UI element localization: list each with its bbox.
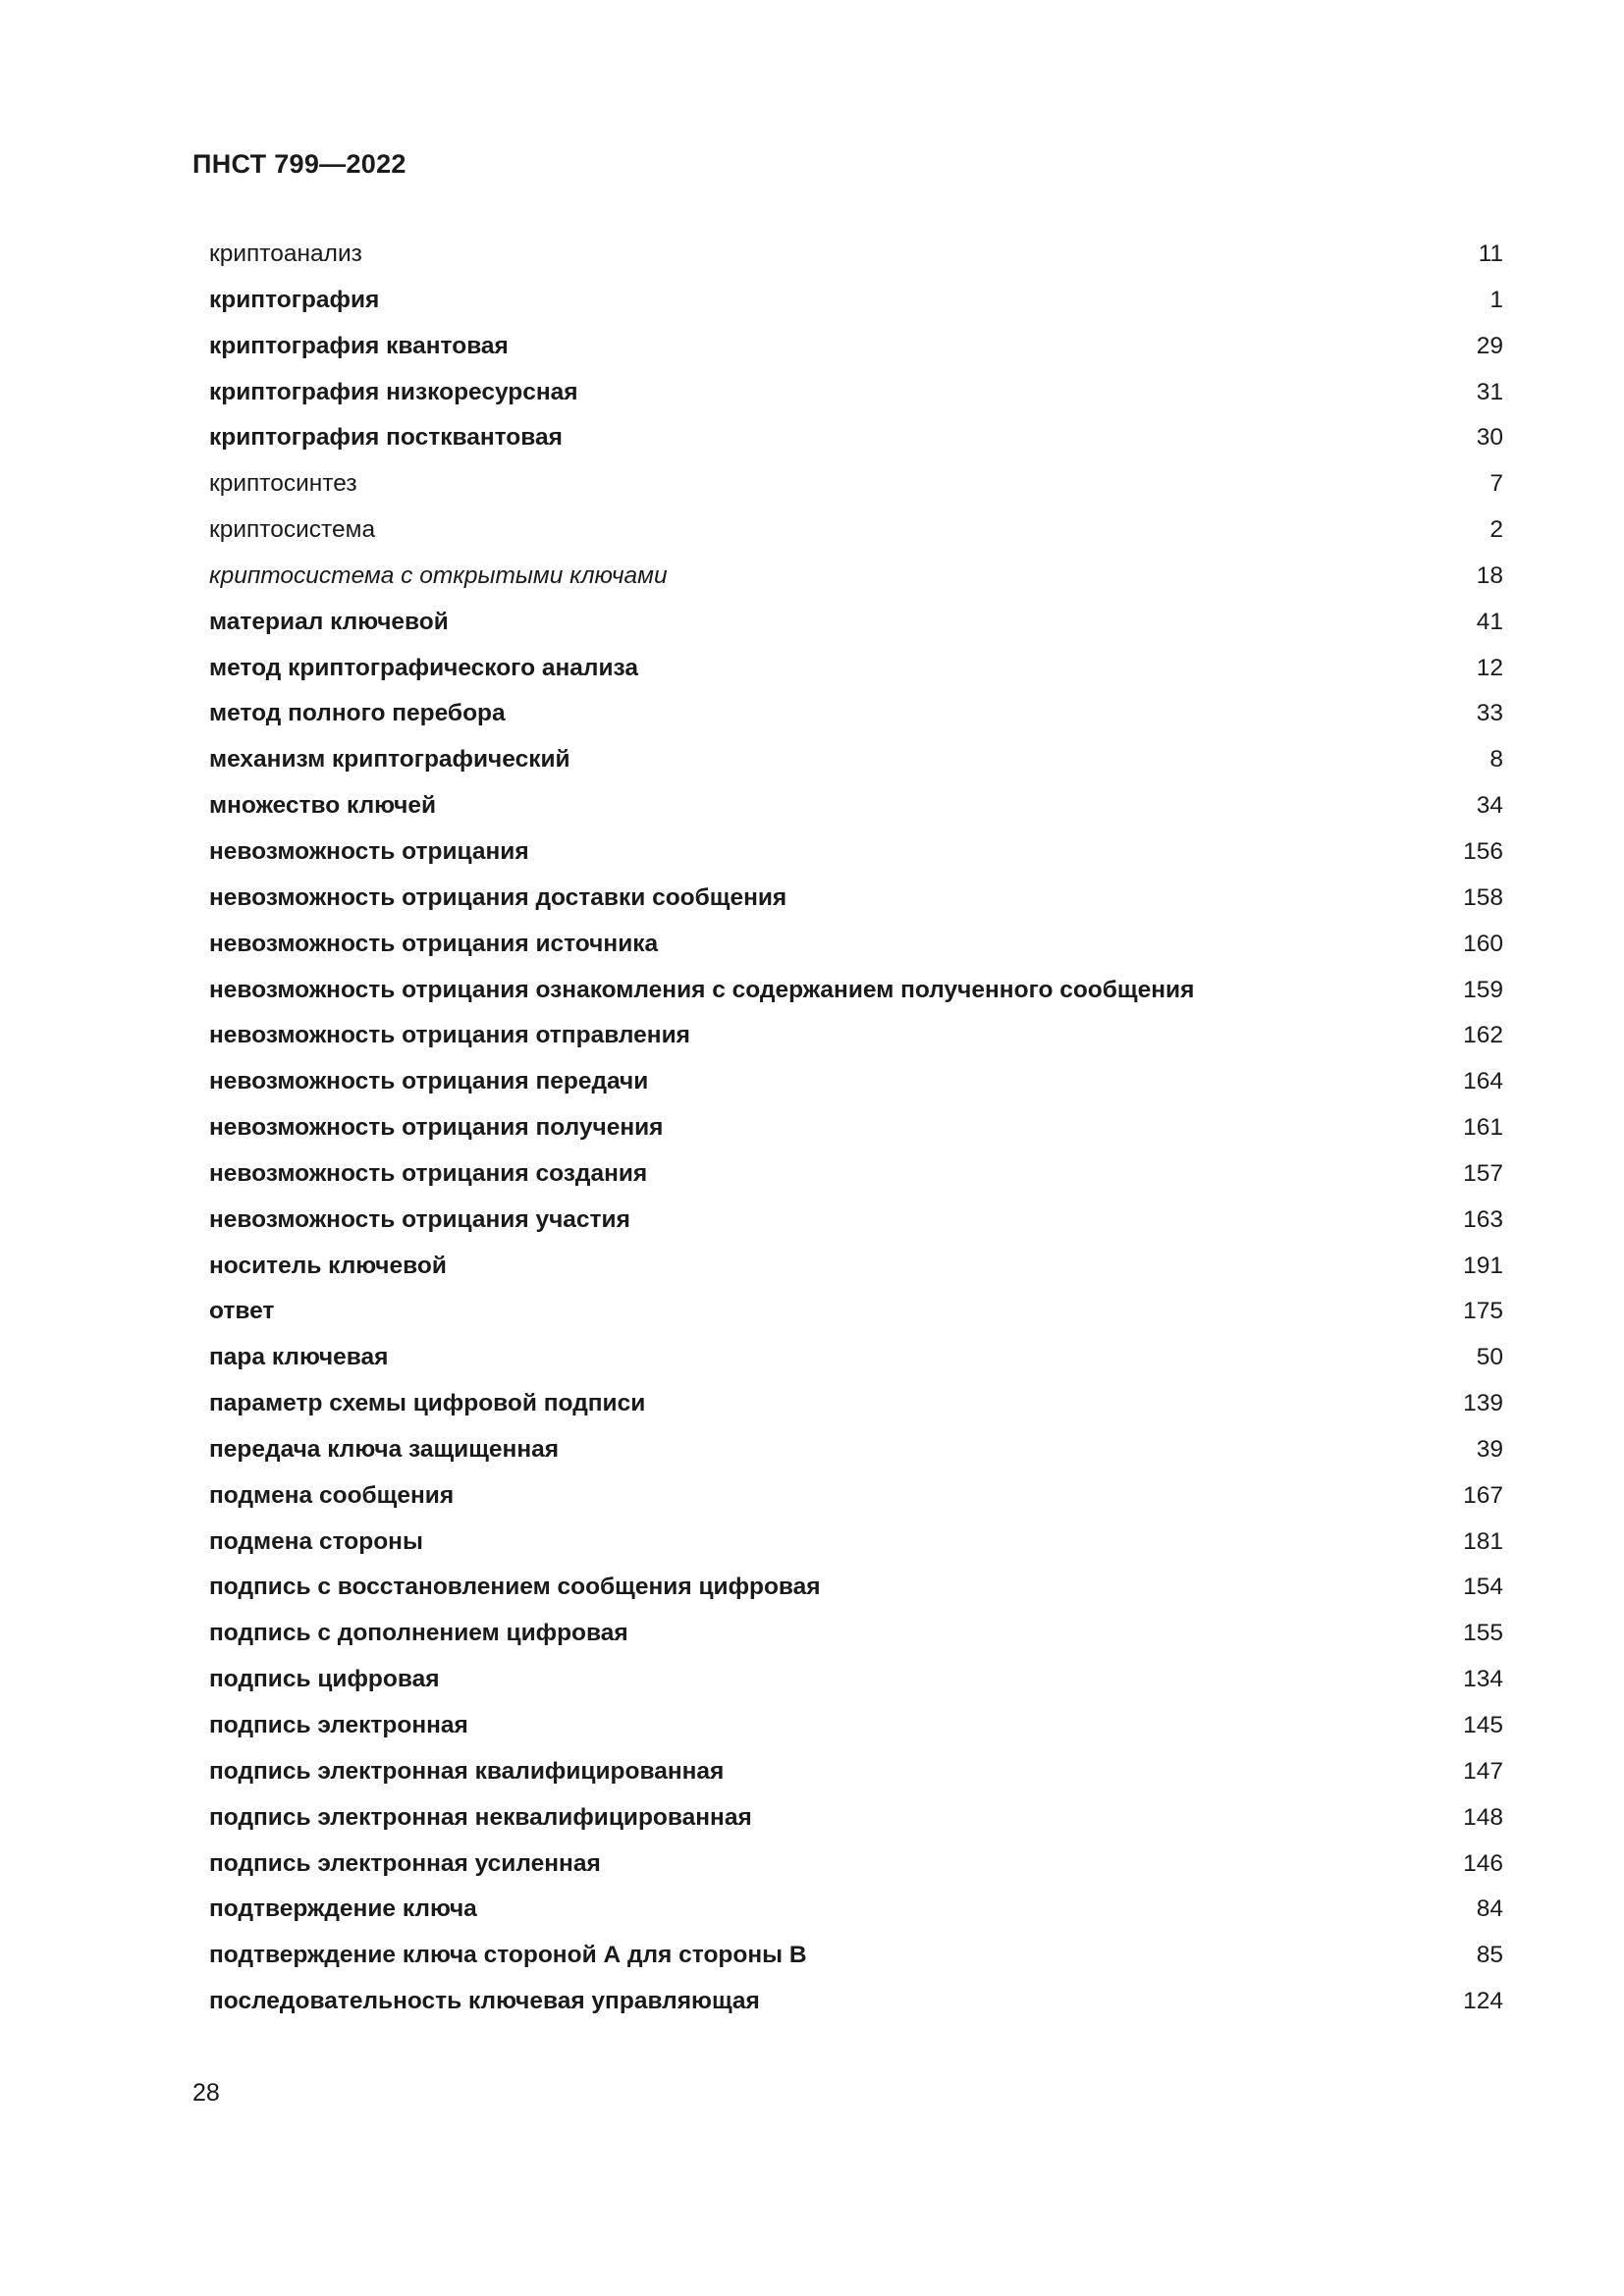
index-page-ref: 11 — [1478, 240, 1503, 267]
index-term: подпись электронная усиленная — [209, 1849, 601, 1877]
index-entry — [209, 1795, 1503, 1842]
index-term: подтверждение ключа — [209, 1896, 477, 1923]
index-entry — [209, 1381, 1503, 1427]
index-entry — [209, 232, 1503, 278]
index-term: невозможность отрицания получения — [209, 1114, 664, 1142]
index-entry — [209, 1979, 1503, 2025]
index-page-ref: 181 — [1463, 1527, 1503, 1555]
index-entry — [209, 1749, 1503, 1795]
index-term: невозможность отрицания доставки сообщения — [209, 883, 787, 911]
index-page-ref: 85 — [1476, 1942, 1503, 1969]
index-page-ref: 159 — [1463, 976, 1503, 1003]
index-term: подтверждение ключа стороной А для стороны В — [209, 1942, 807, 1969]
index-entry — [209, 1289, 1503, 1335]
index-entry — [209, 507, 1503, 554]
index-entry — [209, 415, 1503, 461]
index-page-ref: 50 — [1476, 1344, 1503, 1371]
index-entry — [209, 829, 1503, 876]
index-term: невозможность отрицания участия — [209, 1205, 630, 1233]
index-page-ref: 147 — [1463, 1757, 1503, 1785]
index-entry — [209, 554, 1503, 600]
index-page-ref: 156 — [1463, 837, 1503, 865]
index-page-ref: 134 — [1463, 1666, 1503, 1693]
index-page-ref: 124 — [1463, 1988, 1503, 2015]
index-page-ref: 8 — [1489, 746, 1503, 774]
index-entry — [209, 1842, 1503, 1888]
index-entry — [209, 691, 1503, 737]
index-page-ref: 158 — [1463, 883, 1503, 911]
index-term: криптография квантовая — [209, 332, 509, 359]
index-term: носитель ключевой — [209, 1252, 447, 1279]
index-page-ref: 167 — [1463, 1481, 1503, 1509]
index-term: подпись с дополнением цифровая — [209, 1620, 628, 1647]
index-term: криптография низкоресурсная — [209, 378, 578, 405]
index-term: метод криптографического анализа — [209, 654, 638, 681]
index-entry — [209, 968, 1503, 1014]
index-entry — [209, 1473, 1503, 1520]
index-page-ref: 175 — [1463, 1298, 1503, 1325]
index-term: невозможность отрицания — [209, 837, 529, 865]
index-page-ref: 7 — [1489, 470, 1503, 498]
index-entry — [209, 783, 1503, 829]
index-page-ref: 18 — [1476, 561, 1503, 589]
index-entry — [209, 1657, 1503, 1703]
index-entry — [209, 278, 1503, 324]
index-entry — [209, 876, 1503, 922]
index-entry — [209, 1013, 1503, 1059]
index-term: подпись электронная квалифицированная — [209, 1757, 725, 1785]
page-number: 28 — [192, 2079, 220, 2107]
index-term: криптография — [209, 286, 380, 313]
index-term: материал ключевой — [209, 608, 449, 635]
index-page-ref: 39 — [1476, 1435, 1503, 1463]
index-entry — [209, 1933, 1503, 1979]
index-term: множество ключей — [209, 792, 437, 820]
index-page-ref: 157 — [1463, 1159, 1503, 1187]
index-term: подпись с восстановлением сообщения цифровая — [209, 1574, 821, 1601]
index-term: невозможность отрицания передачи — [209, 1068, 649, 1095]
index-entry — [209, 324, 1503, 370]
index-entry — [209, 600, 1503, 646]
index-page-ref: 12 — [1476, 654, 1503, 681]
index-page-ref: 161 — [1463, 1114, 1503, 1142]
index-term: подмена стороны — [209, 1527, 423, 1555]
index-page-ref: 154 — [1463, 1574, 1503, 1601]
index-page-ref: 163 — [1463, 1205, 1503, 1233]
index-entry — [209, 1565, 1503, 1611]
index-page-ref: 33 — [1476, 700, 1503, 727]
index-term: подмена сообщения — [209, 1481, 455, 1509]
index-entry — [209, 922, 1503, 968]
index-page-ref: 84 — [1476, 1896, 1503, 1923]
index-term: криптография постквантовая — [209, 424, 563, 452]
index-page-ref: 162 — [1463, 1022, 1503, 1049]
term-index-list — [209, 232, 1503, 2025]
index-entry — [209, 461, 1503, 507]
index-entry — [209, 1335, 1503, 1381]
index-term: криптосистема — [209, 516, 376, 544]
index-page-ref: 30 — [1476, 424, 1503, 452]
index-page-ref: 145 — [1463, 1712, 1503, 1738]
index-page-ref: 139 — [1463, 1390, 1503, 1417]
index-entry — [209, 1244, 1503, 1290]
document-header: ПНСТ 799—2022 — [192, 149, 406, 179]
index-page-ref: 148 — [1463, 1803, 1503, 1831]
index-term: подпись цифровая — [209, 1666, 440, 1693]
index-entry — [209, 737, 1503, 783]
index-term: параметр схемы цифровой подписи — [209, 1390, 646, 1417]
index-entry — [209, 1059, 1503, 1105]
index-page-ref: 29 — [1476, 332, 1503, 359]
index-term: последовательность ключевая управляющая — [209, 1988, 760, 2015]
index-term: ответ — [209, 1298, 275, 1325]
index-entry — [209, 370, 1503, 416]
index-entry — [209, 1151, 1503, 1198]
index-term: подпись электронная — [209, 1712, 468, 1738]
index-page-ref: 1 — [1489, 286, 1503, 313]
index-term: криптосистема с открытыми ключами — [209, 561, 668, 589]
index-term: метод полного перебора — [209, 700, 506, 727]
index-entry — [209, 1611, 1503, 1657]
index-entry — [209, 1520, 1503, 1566]
index-term: криптосинтез — [209, 470, 357, 498]
index-entry — [209, 1427, 1503, 1473]
index-entry — [209, 1198, 1503, 1244]
index-page-ref: 191 — [1463, 1252, 1503, 1279]
index-entry — [209, 646, 1503, 692]
index-page-ref: 31 — [1476, 378, 1503, 405]
index-page-ref: 146 — [1463, 1849, 1503, 1877]
index-term: передача ключа защищенная — [209, 1435, 560, 1463]
index-entry — [209, 1887, 1503, 1933]
index-term: криптоанализ — [209, 240, 362, 267]
index-page-ref: 34 — [1476, 792, 1503, 820]
index-term: невозможность отрицания источника — [209, 930, 659, 957]
index-term: механизм криптографический — [209, 746, 570, 774]
index-page-ref: 155 — [1463, 1620, 1503, 1647]
index-entry — [209, 1105, 1503, 1151]
index-term: подпись электронная неквалифицированная — [209, 1803, 752, 1831]
index-entry — [209, 1703, 1503, 1749]
index-page-ref: 2 — [1489, 516, 1503, 544]
index-term: невозможность отрицания отправления — [209, 1022, 690, 1049]
index-term: невозможность отрицания ознакомления с содержанием полученного сообщения — [209, 976, 1195, 1003]
index-page-ref: 41 — [1476, 608, 1503, 635]
index-term: невозможность отрицания создания — [209, 1159, 648, 1187]
index-page-ref: 164 — [1463, 1068, 1503, 1095]
index-page-ref: 160 — [1463, 930, 1503, 957]
index-term: пара ключевая — [209, 1344, 389, 1371]
